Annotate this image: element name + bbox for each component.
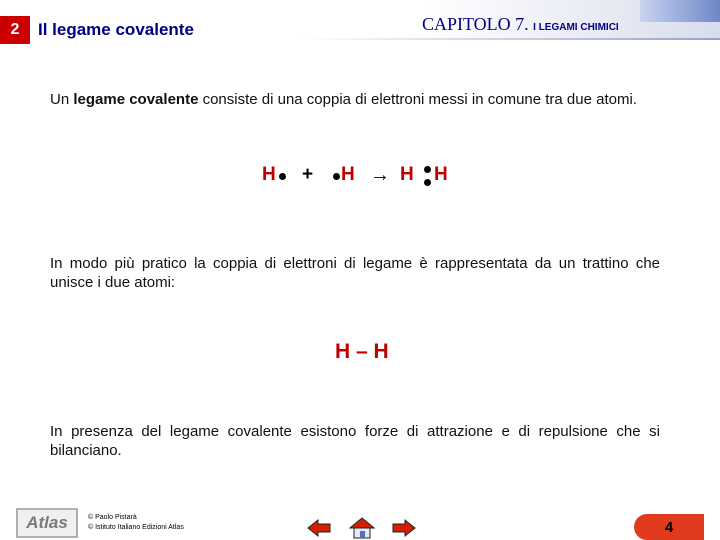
atom-h-right: H <box>341 164 355 185</box>
shared-electron-dot <box>424 179 431 186</box>
chapter-number: CAPITOLO 7. <box>422 14 529 34</box>
credit-publisher: © Istituto Italiano Edizioni Atlas <box>88 524 184 531</box>
credit-author: © Paolo Pistarà <box>88 514 137 521</box>
paragraph-definition-start: Un <box>50 91 74 108</box>
atom-h-left: H <box>262 164 276 185</box>
chapter-header-rule <box>300 38 720 40</box>
product-atom-h-left: H <box>400 164 414 185</box>
reaction-arrow-icon: → <box>370 164 390 186</box>
electron-dot <box>279 173 286 180</box>
page-number: 4 <box>634 514 704 540</box>
plus-sign: + <box>302 164 314 185</box>
paragraph-forces: In presenza del legame covalente esistono forze di attrazione e di repulsione che si bilanciano. <box>50 423 660 459</box>
atlas-logo-text: Atlas <box>26 513 68 532</box>
corner-decoration <box>640 0 720 22</box>
chapter-subtitle: I LEGAMI CHIMICI <box>533 22 619 33</box>
chapter-label <box>422 14 619 35</box>
product-atom-h-right: H <box>434 164 448 185</box>
shared-electron-dot <box>424 166 431 173</box>
credits <box>88 513 184 533</box>
slide-title: Il legame covalente <box>38 20 194 39</box>
arrow-right-icon[interactable] <box>391 516 417 540</box>
arrow-left-icon[interactable] <box>306 516 332 540</box>
home-icon[interactable] <box>349 516 375 540</box>
paragraph-definition <box>50 90 660 109</box>
term-legame-covalente: legame covalente <box>73 91 199 108</box>
slide-number-badge: 2 <box>0 16 30 44</box>
electron-dot <box>333 173 340 180</box>
paragraph-definition-end: consiste di una coppia di elettroni messi in comune tra due atomi. <box>198 91 637 108</box>
atlas-logo <box>16 508 78 538</box>
bond-formula: H – H <box>335 340 389 363</box>
paragraph-dash-notation: In modo più pratico la coppia di elettroni di legame è rappresentata da un trattino che unisce i due atomi: <box>50 255 660 291</box>
